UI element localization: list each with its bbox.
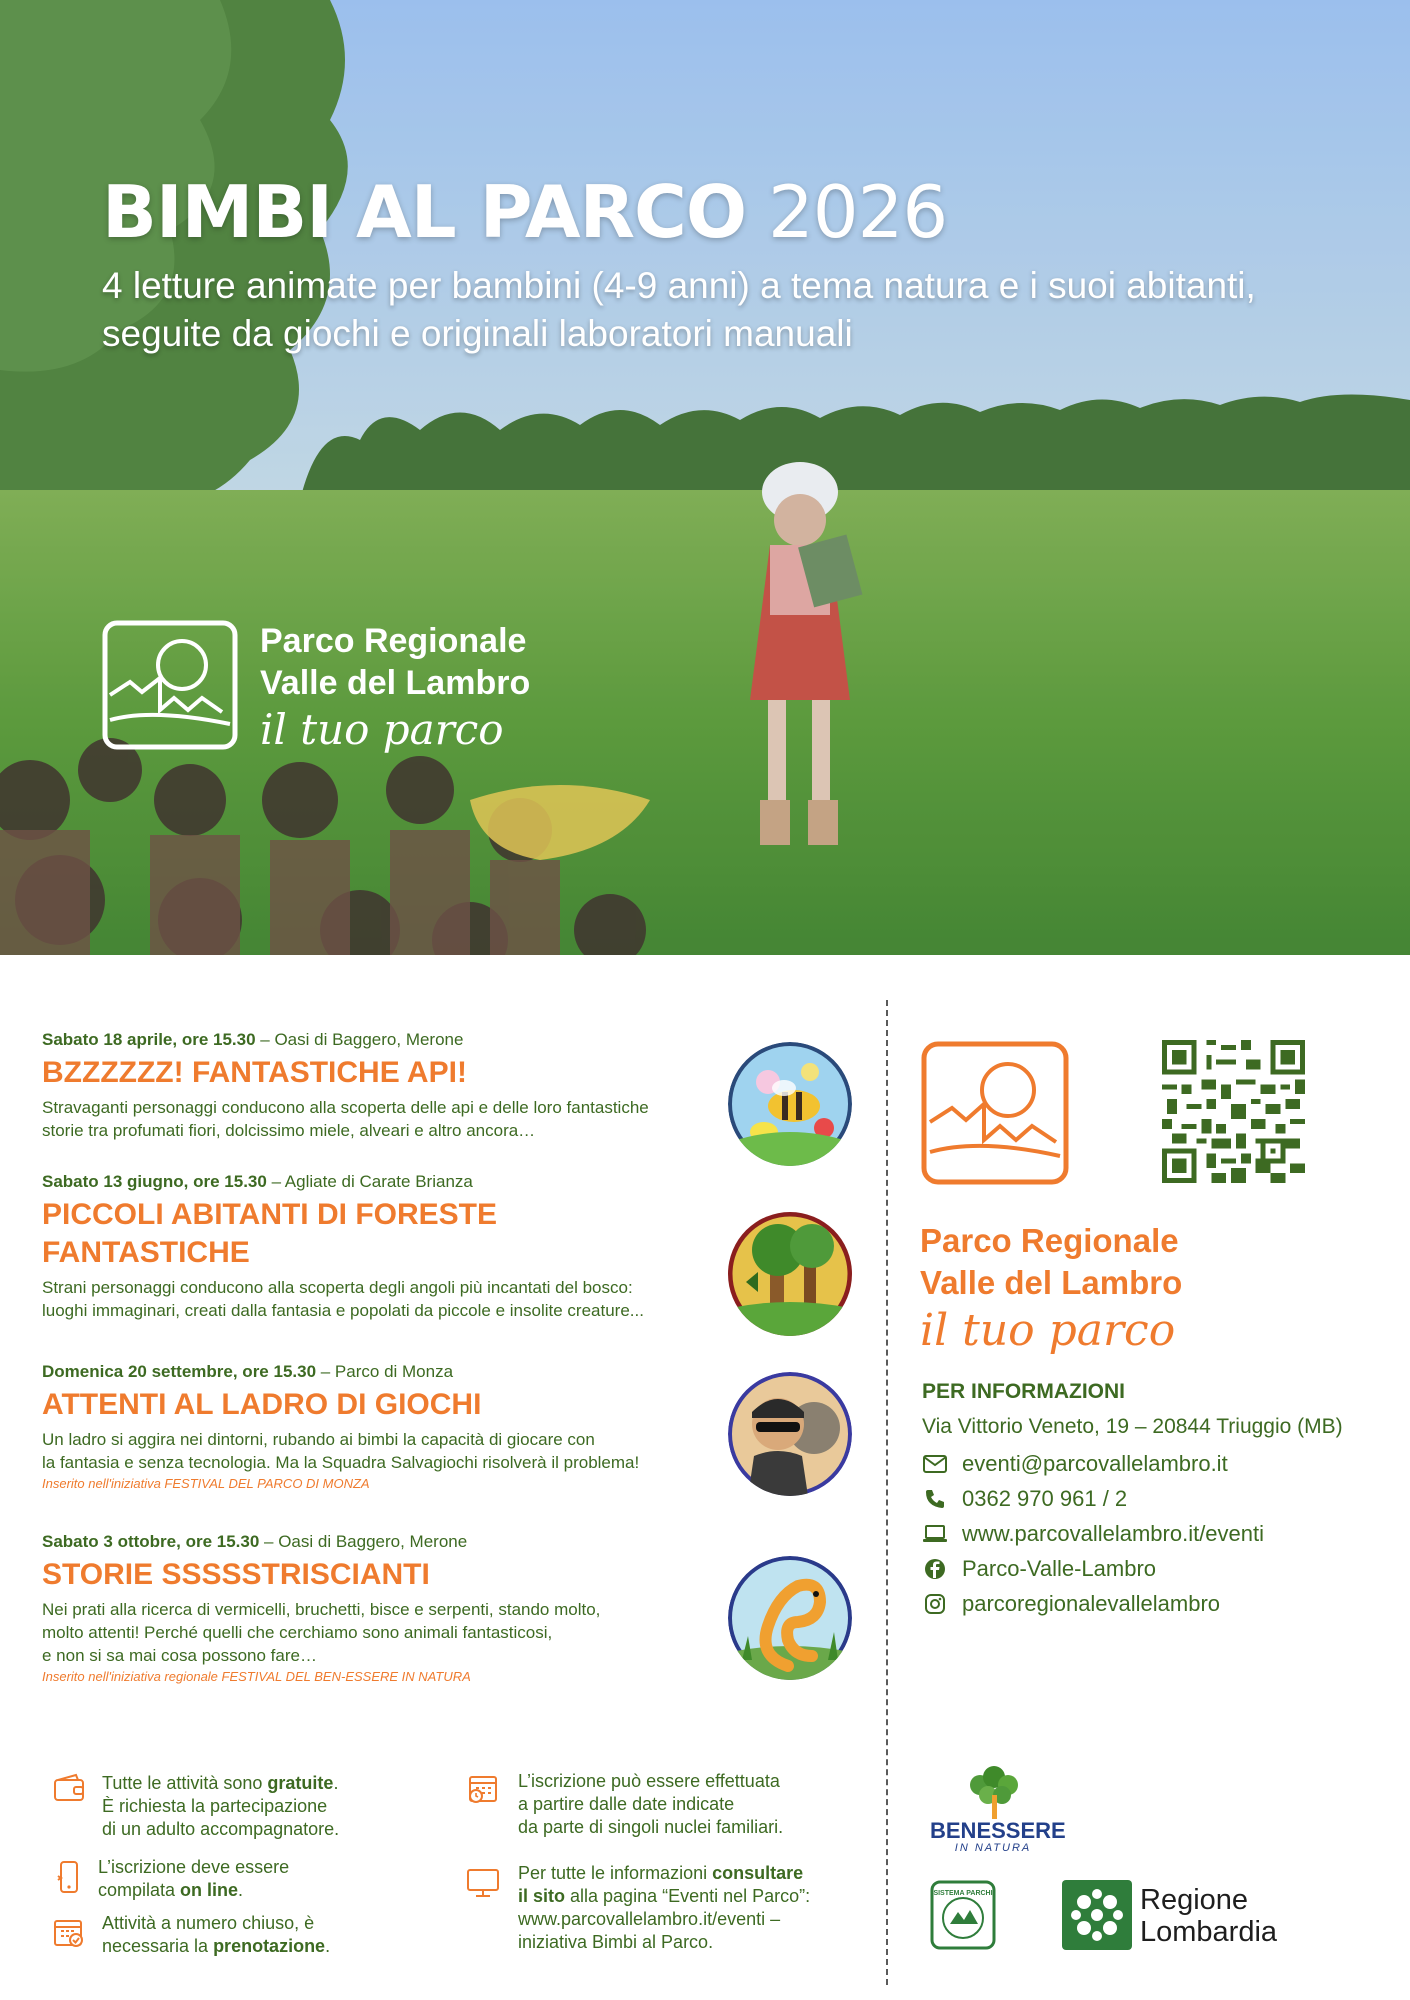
instagram-icon <box>922 1591 948 1617</box>
snake-illustration <box>728 1556 852 1680</box>
column-divider <box>886 1000 888 1985</box>
contact-text: parcoregionalevallelambro <box>962 1591 1221 1616</box>
hero-brand-tagline: il tuo parco <box>260 705 504 754</box>
note-text: a partire dalle date indicate <box>518 1794 735 1814</box>
regione-line2: Lombardia <box>1140 1916 1278 1948</box>
event-note: Inserito nell'iniziativa FESTIVAL DEL PARCO DI MONZA <box>42 1476 370 1491</box>
event-place: – Oasi di Baggero, Merone <box>259 1532 468 1551</box>
note-text: È richiesta la partecipazione <box>102 1796 328 1816</box>
contact-facebook[interactable] <box>922 1556 1156 1582</box>
contact-text: www.parcovallelambro.it/eventi <box>962 1521 1265 1546</box>
note-bold: gratuite <box>267 1773 334 1793</box>
event-title: ATTENTI AL LADRO DI GIOCHI <box>42 1388 482 1421</box>
event-date-main: Domenica 20 settembre, ore 15.30 <box>42 1362 317 1381</box>
hero-subtitle: 4 letture animate per bambini (4-9 anni) a tema natura e i suoi abitanti, seguite da giochi e originali laboratori manuali <box>102 265 1256 354</box>
note-booking <box>102 1912 330 1958</box>
tree-icon <box>930 1765 1060 1821</box>
event-date-main: Sabato 3 ottobre, ore 15.30 <box>42 1532 260 1551</box>
event-place: – Oasi di Baggero, Merone <box>255 1030 464 1049</box>
event-description: Un ladro si aggira nei dintorni, rubando ai bimbi la capacità di giocare con la fantasia e senza tecnologia. Ma la Squadra Salvagiochi risolverà il problema! <box>42 1430 640 1472</box>
hero-title <box>102 170 947 254</box>
rosa-camuna-icon <box>1062 1880 1132 1950</box>
facebook-icon <box>922 1556 948 1582</box>
event-description: Strani personaggi conducono alla scoperta degli angoli più incantati del bosco: luoghi immaginari, creati dalla fantasia e popolati da piccole e insolite creature... <box>42 1278 644 1320</box>
note-text: L’iscrizione può essere effettuata <box>518 1771 780 1791</box>
event-date <box>42 1532 712 1552</box>
note-text: L’iscrizione deve essere <box>98 1857 290 1877</box>
hero-banner <box>0 0 1410 955</box>
hero-brand-line2: Valle del Lambro <box>260 664 531 702</box>
note-bold: il sito <box>518 1886 566 1906</box>
event-description: Nei prati alla ricerca di vermicelli, bruchetti, bisce e serpenti, stando molto, molto attenti! Perché quelli che cerchiamo sono animali fantasticosi, e non si sa mai cosa possono fare… <box>42 1600 601 1665</box>
side-brand-line1: Parco Regionale <box>920 1222 1179 1259</box>
event-note: Inserito nell'iniziativa regionale FESTIVAL DEL BEN-ESSERE IN NATURA <box>42 1669 471 1684</box>
note-text: www.parcovallelambro.it/eventi – <box>518 1909 781 1929</box>
hero-brand-line1: Parco Regionale <box>260 622 527 660</box>
note-online <box>98 1856 289 1902</box>
event-date <box>42 1362 712 1382</box>
event-4 <box>42 1532 712 1684</box>
note-text: iniziativa Bimbi al Parco. <box>518 1932 714 1952</box>
park-logo-orange <box>920 1040 1070 1186</box>
note-bold: on line <box>180 1880 239 1900</box>
sistema-parchi-text: SISTEMA PARCHI <box>933 1890 993 1897</box>
note-text: alla pagina “Eventi nel Parco”: <box>565 1886 811 1906</box>
sistema-parchi-logo <box>930 1880 996 1950</box>
mail-icon <box>922 1451 948 1477</box>
smartphone-icon <box>52 1860 86 1894</box>
benessere-text-1: BEN <box>930 1818 977 1843</box>
regione-lombardia-logo <box>1062 1880 1132 1950</box>
contact-phone[interactable] <box>922 1486 1127 1512</box>
event-3 <box>42 1362 712 1491</box>
event-place: – Parco di Monza <box>316 1362 454 1381</box>
note-text: Per tutte le informazioni <box>518 1863 713 1883</box>
phone-icon <box>922 1486 948 1512</box>
note-registration <box>518 1770 783 1839</box>
contact-email[interactable] <box>922 1451 1228 1477</box>
event-date-main: Sabato 18 aprile, ore 15.30 <box>42 1030 256 1049</box>
note-text: Tutte le attività sono <box>102 1773 268 1793</box>
note-text: da parte di singoli nuclei familiari. <box>518 1817 784 1837</box>
contact-website[interactable] <box>922 1521 1264 1547</box>
note-text: Attività a numero chiuso, è <box>102 1913 315 1933</box>
calendar-check-icon <box>52 1916 86 1950</box>
event-title: STORIE SSSSSTRISCIANTI <box>42 1558 430 1591</box>
note-text: . <box>333 1773 339 1793</box>
hero-brand <box>260 620 530 756</box>
contact-text: 0362 970 961 / 2 <box>962 1486 1128 1511</box>
monitor-icon <box>466 1866 500 1900</box>
note-free <box>102 1772 339 1841</box>
note-text: necessaria la <box>102 1936 214 1956</box>
benessere-text-2: ESSERE <box>976 1818 1066 1843</box>
regione-line1: Regione <box>1140 1884 1249 1916</box>
hero-title-main: BIMBI AL PARCO <box>102 170 747 254</box>
note-text: di un adulto accompagnatore. <box>102 1819 340 1839</box>
note-website <box>518 1862 810 1954</box>
event-date-main: Sabato 13 giugno, ore 15.30 <box>42 1172 267 1191</box>
event-description: Stravaganti personaggi conducono alla scoperta delle api e delle loro fantastiche storie tra profumati fiori, dolcissimo miele, alveari e altro ancora… <box>42 1098 649 1140</box>
thief-illustration <box>728 1372 852 1496</box>
note-bold: consultare <box>712 1863 804 1883</box>
regione-lombardia-text <box>1140 1884 1277 1948</box>
event-date <box>42 1172 712 1192</box>
forest-illustration <box>728 1212 852 1336</box>
event-2 <box>42 1172 712 1322</box>
contact-instagram[interactable] <box>922 1591 1220 1617</box>
side-brand <box>920 1220 1182 1358</box>
contact-text: Parco-Valle-Lambro <box>962 1556 1157 1581</box>
note-text: . <box>238 1880 244 1900</box>
calendar-clock-icon <box>466 1772 500 1806</box>
park-logo-white <box>102 620 238 750</box>
qr-code[interactable] <box>1162 1040 1305 1183</box>
event-title: BZZZZZZ! FANTASTICHE API! <box>42 1056 467 1089</box>
event-title: PICCOLI ABITANTI DI FORESTE FANTASTICHE <box>42 1198 497 1269</box>
note-text: . <box>325 1936 331 1956</box>
info-heading: PER INFORMAZIONI <box>922 1380 1125 1403</box>
hero-title-year: 2026 <box>767 170 948 254</box>
event-date <box>42 1030 712 1050</box>
event-place: – Agliate di Carate Brianza <box>266 1172 473 1191</box>
bee-illustration <box>728 1042 852 1166</box>
contact-text: eventi@parcovallelambro.it <box>962 1451 1228 1476</box>
benessere-subtitle: IN NATURA <box>954 1842 1032 1854</box>
note-bold: prenotazione <box>213 1936 326 1956</box>
side-brand-line2: Valle del Lambro <box>920 1264 1183 1301</box>
event-1 <box>42 1030 712 1142</box>
note-text: compilata <box>98 1880 181 1900</box>
info-address: Via Vittorio Veneto, 19 – 20844 Triuggio (MB) <box>922 1415 1343 1438</box>
laptop-icon <box>922 1521 948 1547</box>
side-brand-tagline: il tuo parco <box>920 1305 1176 1356</box>
park-photo <box>0 0 1410 955</box>
benessere-logo <box>930 1765 1066 1855</box>
wallet-icon <box>52 1772 86 1806</box>
